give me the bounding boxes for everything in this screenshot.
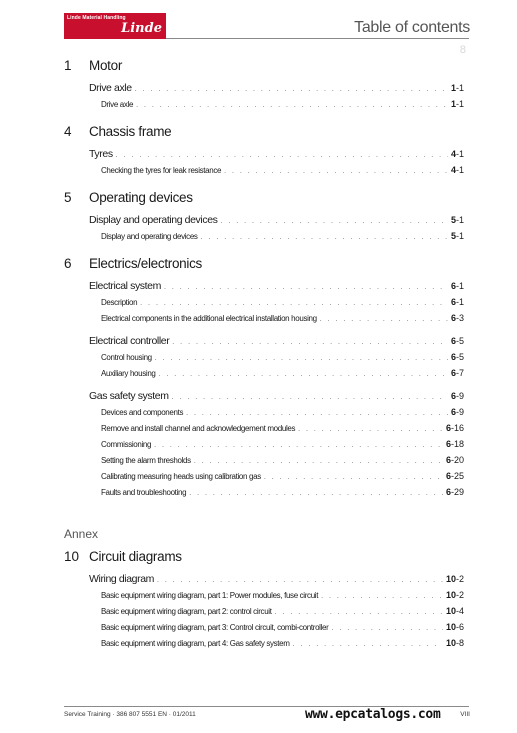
chapter-title: Motor (89, 58, 123, 73)
toc-section-label: Drive axle (89, 82, 132, 94)
dot-leader (164, 284, 448, 291)
page-chapter: 6 (445, 455, 451, 465)
page-offset: -1 (455, 165, 464, 175)
chapter-number: 6 (64, 256, 72, 271)
toc-section-label: Electrical system (89, 280, 161, 292)
annex-heading: Annex (64, 527, 99, 541)
toc-section[interactable] (89, 573, 464, 590)
dot-leader (186, 410, 448, 417)
page-chapter: 4 (450, 165, 456, 175)
page-offset: -18 (450, 439, 464, 449)
dot-leader (293, 641, 443, 648)
annex-contents (64, 549, 464, 654)
toc-entry-page (446, 439, 464, 449)
toc-entry-page (446, 622, 464, 632)
toc-entry[interactable] (101, 352, 464, 368)
page-offset: -9 (455, 391, 464, 401)
chapter-number: 5 (64, 190, 72, 205)
toc-section-page (451, 215, 464, 225)
page-chapter: 6 (445, 423, 451, 433)
toc-entry-label: Drive axle (101, 100, 134, 109)
page-chapter: 6 (445, 439, 451, 449)
toc-entry[interactable] (101, 622, 464, 638)
page-chapter: 6 (450, 281, 456, 291)
page-chapter: 6 (450, 368, 456, 378)
chapter-title: Chassis frame (89, 124, 172, 139)
toc-section[interactable] (89, 280, 464, 297)
chapter-heading (64, 256, 464, 280)
page-offset: -1 (455, 99, 464, 109)
table-of-contents (64, 58, 464, 503)
toc-entry-label: Control housing (101, 353, 152, 362)
toc-section-page (446, 574, 464, 584)
page-offset: -1 (455, 231, 464, 241)
toc-entry-page (451, 99, 464, 109)
toc-section-page (451, 281, 464, 291)
dot-leader (298, 426, 443, 433)
dot-leader (331, 625, 443, 632)
toc-entry[interactable] (101, 471, 464, 487)
toc-entry-label: Basic equipment wiring diagram, part 1: Power modules, fuse circuit (101, 591, 319, 600)
chapter-title: Circuit diagrams (89, 549, 182, 564)
corner-mark: 8 (459, 44, 466, 56)
page-chapter: 5 (450, 215, 456, 225)
chapter-heading (64, 124, 464, 148)
page-chapter: 6 (450, 407, 456, 417)
dot-leader (189, 490, 443, 497)
page-chapter: 6 (450, 313, 456, 323)
brand-tagline: Linde Material Handling (67, 15, 126, 21)
toc-entry-label: Auxiliary housing (101, 369, 156, 378)
toc-entry[interactable] (101, 165, 464, 181)
toc-entry[interactable] (101, 368, 464, 384)
chapter-title: Electrics/electronics (89, 256, 202, 271)
page-offset: -5 (455, 336, 464, 346)
toc-section-label: Electrical controller (89, 335, 170, 347)
toc-section[interactable] (89, 148, 464, 165)
page-offset: -1 (455, 281, 464, 291)
toc-section-label: Tyres (89, 148, 113, 160)
page-chapter: 1 (450, 83, 456, 93)
page-offset: -3 (455, 313, 464, 323)
dot-leader (155, 355, 448, 362)
page-chapter: 10 (445, 574, 456, 584)
page-chapter: 10 (445, 590, 456, 600)
dot-leader (154, 442, 443, 449)
brand-logo (64, 13, 166, 39)
dot-leader (157, 577, 443, 584)
toc-entry[interactable] (101, 638, 464, 654)
page-chapter: 6 (450, 391, 456, 401)
toc-entry-label: Electrical components in the additional electrical installation housing (101, 314, 317, 323)
toc-entry-label: Description (101, 298, 138, 307)
page-chapter: 6 (445, 487, 451, 497)
page-chapter: 10 (445, 622, 456, 632)
toc-entry-page (446, 423, 464, 433)
toc-section-page (451, 149, 464, 159)
chapter-number: 10 (64, 549, 80, 564)
dot-leader (224, 168, 448, 175)
toc-entry-page (451, 352, 464, 362)
chapter-title: Operating devices (89, 190, 193, 205)
page-offset: -1 (455, 149, 464, 159)
dot-leader (220, 218, 447, 225)
page-offset: -2 (455, 574, 464, 584)
toc-entry-page (446, 638, 464, 648)
toc-section-label: Wiring diagram (89, 573, 155, 585)
dot-leader (320, 316, 448, 323)
toc-entry[interactable] (101, 423, 464, 439)
toc-entry-label: Calibrating measuring heads using calibration gas (101, 472, 261, 481)
page-offset: -1 (455, 297, 464, 307)
toc-entry-page (451, 231, 464, 241)
toc-section-label: Gas safety system (89, 390, 169, 402)
toc-entry-label: Basic equipment wiring diagram, part 4: Gas safety system (101, 639, 290, 648)
page-chapter: 10 (445, 606, 456, 616)
dot-leader (321, 593, 443, 600)
toc-entry-page (446, 590, 464, 600)
dot-leader (275, 609, 443, 616)
dot-leader (159, 371, 448, 378)
chapter-heading (64, 549, 464, 573)
toc-entry-label: Commissioning (101, 440, 152, 449)
toc-entry[interactable] (101, 313, 464, 329)
toc-entry[interactable] (101, 455, 464, 471)
toc-section[interactable] (89, 214, 464, 231)
toc-entry[interactable] (101, 590, 464, 606)
toc-entry-label: Faults and troubleshooting (101, 488, 187, 497)
toc-entry-page (446, 455, 464, 465)
dot-leader (194, 458, 443, 465)
page-offset: -8 (455, 638, 464, 648)
page-chapter: 6 (445, 471, 451, 481)
dot-leader (201, 234, 448, 241)
toc-entry-page (446, 606, 464, 616)
dot-leader (136, 102, 448, 109)
page-offset: -29 (450, 487, 464, 497)
page-offset: -16 (450, 423, 464, 433)
toc-entry[interactable] (101, 231, 464, 247)
page-chapter: 1 (450, 99, 456, 109)
chapter-heading (64, 190, 464, 214)
chapter-heading (64, 58, 464, 82)
toc-entry[interactable] (101, 606, 464, 622)
toc-entry-page (451, 407, 464, 417)
page-title: Table of contents (354, 19, 470, 36)
page-offset: -5 (455, 352, 464, 362)
page-offset: -6 (455, 622, 464, 632)
toc-entry-page (451, 368, 464, 378)
toc-entry[interactable] (101, 487, 464, 503)
dot-leader (264, 474, 443, 481)
page-offset: -4 (455, 606, 464, 616)
toc-section-page (451, 391, 464, 401)
toc-section[interactable] (89, 82, 464, 99)
page-number: VIII (460, 711, 470, 718)
page-offset: -9 (455, 407, 464, 417)
toc-entry[interactable] (101, 407, 464, 423)
toc-entry-label: Devices and components (101, 408, 184, 417)
watermark: www.epcatalogs.com (305, 707, 441, 722)
dot-leader (140, 300, 448, 307)
page-offset: -1 (455, 215, 464, 225)
toc-section-page (451, 336, 464, 346)
page-offset: -25 (450, 471, 464, 481)
toc-section[interactable] (89, 335, 464, 352)
footer-doc-info: Service Training · 386 807 5551 EN · 01/2011 (64, 711, 196, 718)
page-offset: -7 (455, 368, 464, 378)
toc-entry[interactable] (101, 297, 464, 313)
page-chapter: 6 (450, 336, 456, 346)
page-chapter: 4 (450, 149, 456, 159)
toc-entry-page (446, 471, 464, 481)
page-chapter: 6 (450, 352, 456, 362)
chapter-number: 1 (64, 58, 72, 73)
chapter-number: 4 (64, 124, 72, 139)
page-offset: -1 (455, 83, 464, 93)
toc-section-label: Display and operating devices (89, 214, 218, 226)
toc-entry[interactable] (101, 439, 464, 455)
toc-entry-page (451, 165, 464, 175)
toc-entry-page (451, 297, 464, 307)
dot-leader (116, 152, 448, 159)
toc-entry-page (451, 313, 464, 323)
toc-entry-page (446, 487, 464, 497)
brand-wordmark: Linde (121, 21, 162, 36)
header-divider (166, 38, 469, 39)
page-chapter: 5 (450, 231, 456, 241)
toc-entry-label: Checking the tyres for leak resistance (101, 166, 222, 175)
page-offset: -20 (450, 455, 464, 465)
toc-entry-label: Setting the alarm thresholds (101, 456, 191, 465)
toc-section[interactable] (89, 390, 464, 407)
page-chapter: 6 (450, 297, 456, 307)
toc-entry[interactable] (101, 99, 464, 115)
toc-entry-label: Basic equipment wiring diagram, part 3: Control circuit, combi-controller (101, 623, 329, 632)
page-chapter: 10 (445, 638, 456, 648)
dot-leader (172, 394, 448, 401)
toc-entry-label: Remove and install channel and acknowledgement modules (101, 424, 296, 433)
toc-entry-label: Basic equipment wiring diagram, part 2: control circuit (101, 607, 272, 616)
dot-leader (135, 86, 448, 93)
toc-section-page (451, 83, 464, 93)
dot-leader (172, 339, 448, 346)
page-offset: -2 (455, 590, 464, 600)
toc-entry-label: Display and operating devices (101, 232, 198, 241)
